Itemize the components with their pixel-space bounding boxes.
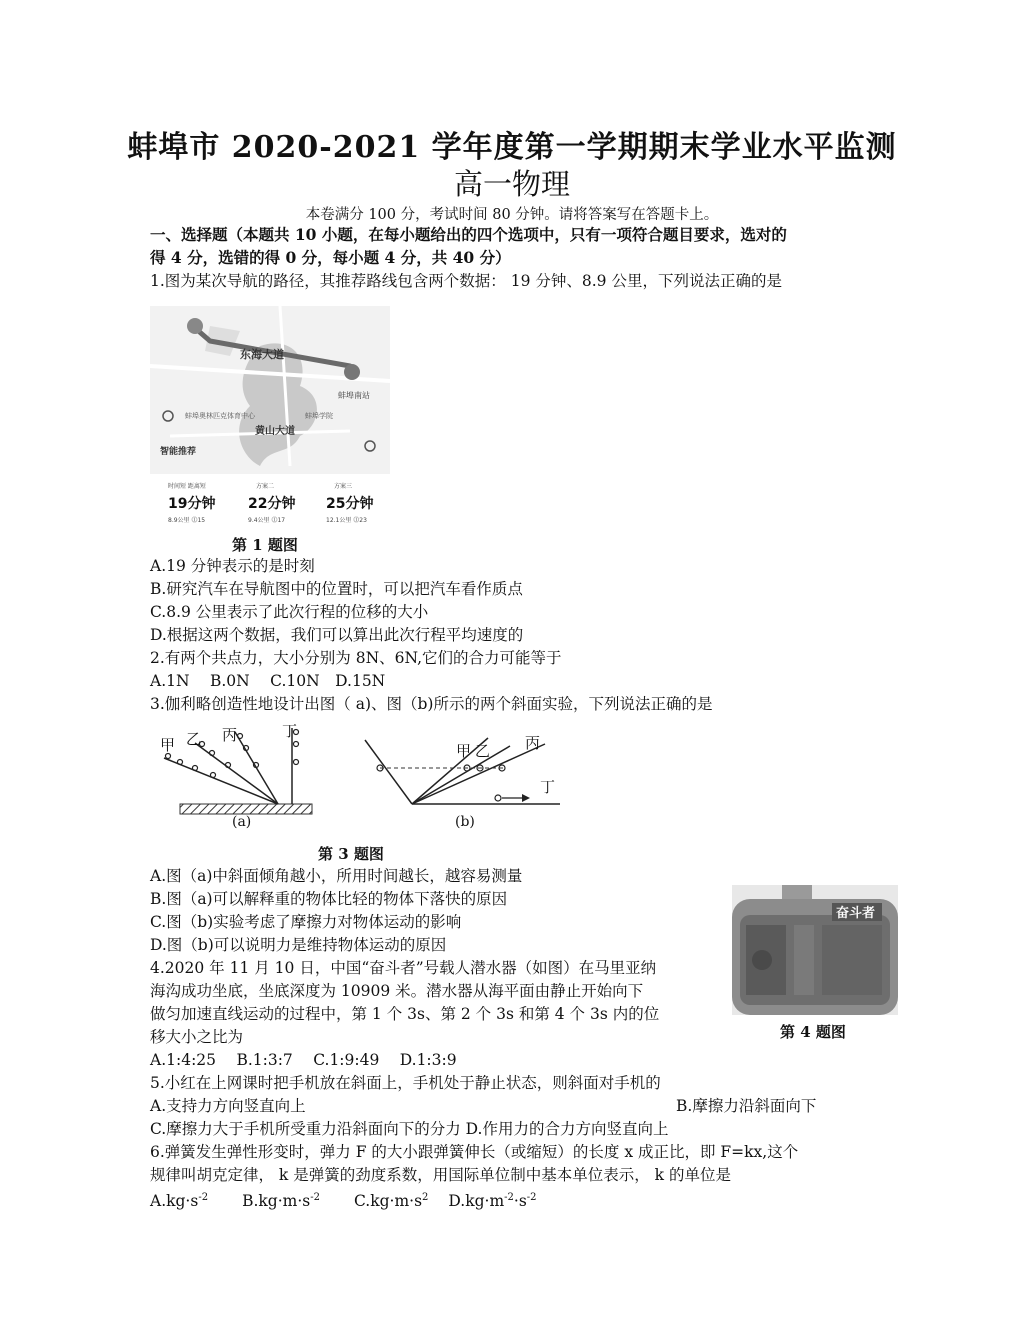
exam-subject: 高一物理 (453, 167, 570, 201)
q5-option-cd: C.摩擦力大于手机所受重力沿斜面向下的分力 D.作用力的合力方向竖直向上 (150, 1120, 669, 1138)
fig-b-label-yi: 乙 (475, 742, 491, 760)
q3-figure (150, 718, 570, 838)
plan1-time: 19分钟 (168, 496, 216, 512)
plan2-tag: 方案二 (256, 483, 275, 490)
q3-option-c: C.图（b)实验考虑了摩擦力对物体运动的影响 (150, 913, 462, 931)
q3-option-b: B.图（a)可以解释重的物体比轻的物体下落快的原因 (150, 890, 508, 908)
q5-option-a: A.支持力方向竖直向上 (150, 1097, 306, 1115)
section-heading-line2: 得 4 分，选错的得 0 分，每小题 4 分，共 40 分） (150, 248, 511, 267)
q1-option-a: A.19 分钟表示的是时刻 (150, 557, 315, 575)
q2-stem: 2.有两个共点力，大小分别为 8N、6N,它们的合力可能等于 (150, 649, 562, 667)
fig-b-label-bing: 丙 (525, 734, 541, 752)
exam-note: 本卷满分 100 分，考试时间 80 分钟。请将答案写在答题卡上。 (305, 207, 719, 223)
q1-map-figure (150, 306, 390, 528)
q5-stem: 5.小红在上网课时把手机放在斜面上，手机处于静止状态，则斜面对手机的 (150, 1074, 661, 1092)
q4-line3: 做匀加速直线运动的过程中，第 1 个 3s、第 2 个 3s 和第 4 个 3s 内的位 (150, 1005, 660, 1023)
q1-option-c: C.8.9 公里表示了此次行程的位移的大小 (150, 603, 429, 621)
q4-figure-caption: 第 4 题图 (780, 1023, 846, 1041)
exam-title: 蚌埠市 2020-2021 学年度第一学期期末学业水平监测 (127, 130, 897, 165)
plan2-time: 22分钟 (248, 496, 296, 512)
q4-submersible-photo (732, 885, 898, 1015)
q6-option-d: $D.kg\cdot m^{-2}\cdot s^{-2}$ (448, 1192, 537, 1211)
q1-option-b: B.研究汽车在导航图中的位置时，可以把汽车看作质点 (150, 580, 523, 598)
q4-line1: 4.2020 年 11 月 10 日，中国“奋斗者”号载人潜水器（如图）在马里亚纳 (150, 959, 657, 977)
fig-a-label-jia: 甲 (160, 736, 176, 754)
q2-options: A.1N B.0N C.10N D.15N (150, 672, 386, 690)
q1-option-d: D.根据这两个数据，我们可以算出此次行程平均速度的 (150, 626, 524, 644)
map-road1: 东海大道 (240, 348, 284, 361)
section-heading-line1: 一、选择题（本题共 10 小题，在每小题给出的四个选项中，只有一项符合题目要求，选对的 (150, 225, 787, 244)
map-road2: 黄山大道 (255, 426, 295, 437)
map-smart: 智能推荐 (160, 447, 197, 457)
map-poi1: 蚌埠奥林匹克体育中心 (185, 412, 255, 420)
q3-stem: 3.伽利略创造性地设计出图（ a)、图（b)所示的两个斜面实验，下列说法正确的是 (150, 695, 713, 713)
q6-line2: 规律叫胡克定律， k 是弹簧的劲度系数，用国际单位制中基本单位表示， k 的单位是 (150, 1166, 731, 1184)
fig-a-label-ding: 丁 (282, 722, 298, 740)
q3-figure-caption: 第 3 题图 (318, 845, 384, 863)
fig-a-label: (a) (232, 814, 252, 830)
fig-b-label-jia: 甲 (456, 742, 472, 760)
plan1-tag: 时间短 距离短 (168, 483, 206, 490)
fig-a-label-yi: 乙 (186, 730, 202, 748)
q6-option-b: $B.kg\cdot m\cdot s^{-2}$ (242, 1192, 320, 1211)
q4-line4: 移大小之比为 (150, 1028, 244, 1046)
q6-line1: 6.弹簧发生弹性形变时，弹力 F 的大小跟弹簧伸长（或缩短）的长度 x 成正比，即 F=kx,这个 (150, 1143, 799, 1161)
plan1-info: 8.9公里 ⓵15 (168, 517, 206, 524)
q5-option-b: B.摩擦力沿斜面向下 (676, 1097, 817, 1115)
fig-a-label-bing: 丙 (222, 726, 238, 744)
q3-option-a: A.图（a)中斜面倾角越小，所用时间越长，越容易测量 (150, 867, 523, 885)
q6-options (150, 1188, 537, 1211)
fig-b-label-ding: 丁 (540, 778, 556, 796)
plan3-tag: 方案三 (334, 483, 353, 490)
q6-option-a: $A.kg\cdot s^{-2}$ (150, 1192, 209, 1211)
map-poi2: 蚌埠学院 (305, 412, 333, 420)
map-station: 蚌埠南站 (338, 391, 370, 400)
plan2-info: 9.4公里 ⓵17 (248, 517, 286, 524)
q1-figure-caption: 第 1 题图 (232, 536, 298, 554)
q3-option-d: D.图（b)可以说明力是维持物体运动的原因 (150, 936, 447, 954)
q4-line2: 海沟成功坐底，坐底深度为 10909 米。潜水器从海平面由静止开始向下 (150, 982, 644, 1000)
plan3-time: 25分钟 (326, 496, 374, 512)
plan3-info: 12.1公里 ⓵23 (326, 517, 367, 524)
fig-b-label: (b) (455, 814, 475, 830)
q4-options: A.1:4:25 B.1:3:7 C.1:9:49 D.1:3:9 (150, 1051, 457, 1069)
q1-stem: 1.图为某次导航的路径，其推荐路线包含两个数据： 19 分钟、8.9 公里，下列说法正确的是 (150, 272, 782, 290)
sub-name: 奋斗者 (836, 906, 876, 921)
q6-option-c: $C.kg\cdot m\cdot s^2$ (353, 1192, 429, 1211)
